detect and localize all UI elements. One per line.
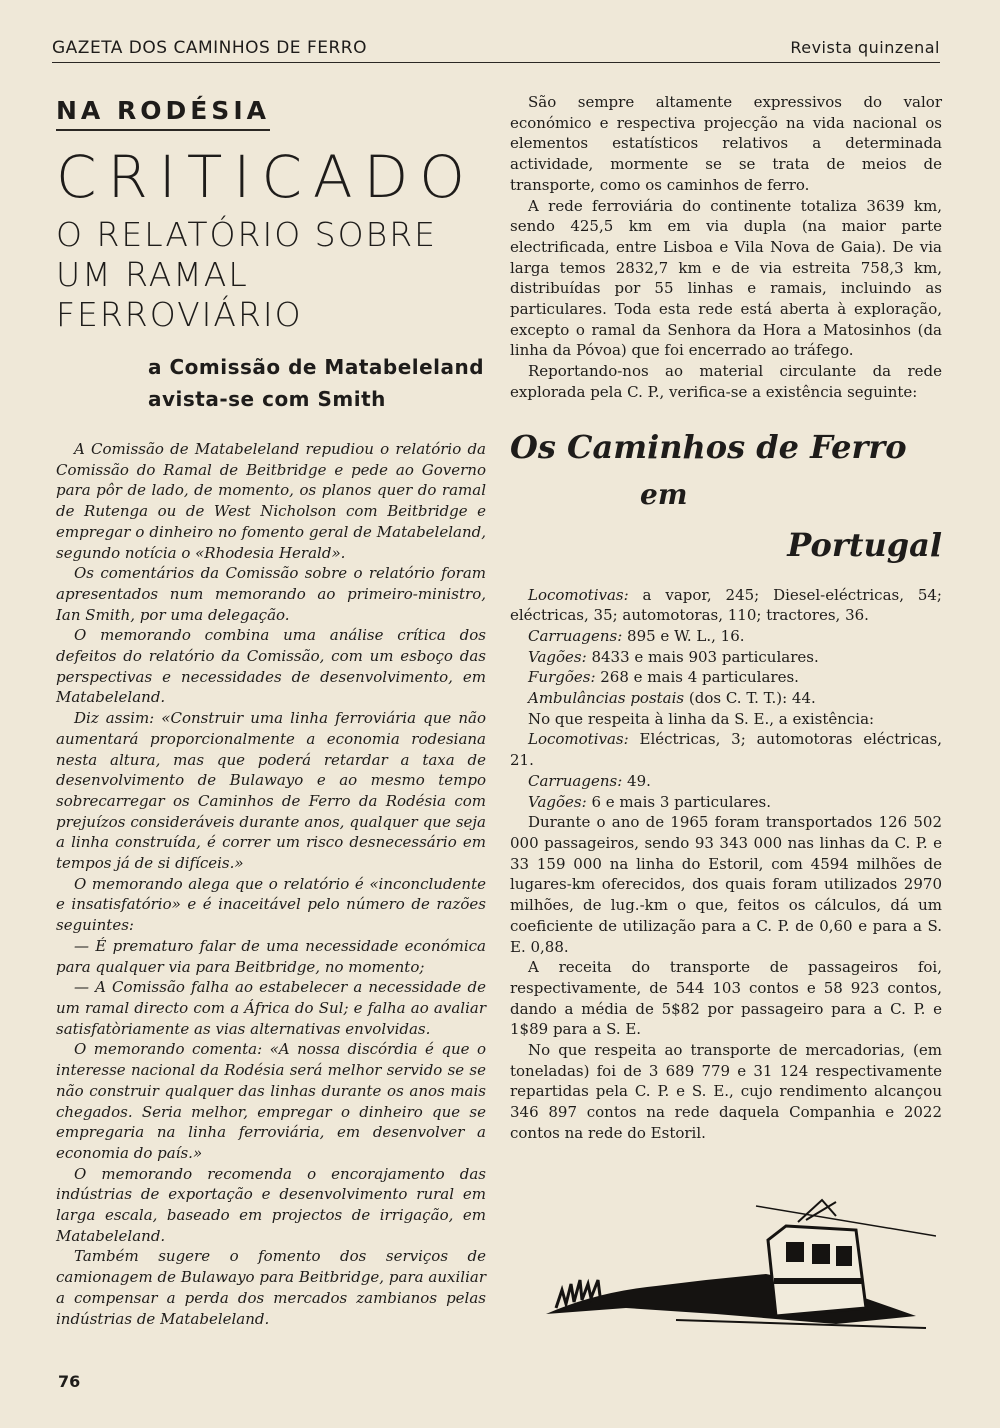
stat-item — [510, 709, 942, 730]
stat-label: Furgões: — [528, 668, 596, 687]
left-column-article — [56, 92, 486, 1329]
stat-item — [510, 667, 942, 688]
stat-value: a vapor, 245; Diesel-eléctricas, 54; eléctricas, 35; automotoras, 110; tractores, 36. — [510, 585, 942, 625]
stat-value: (dos C. T. T.): 44. — [684, 689, 816, 708]
body-paragraph: O memorando alega que o relatório é «inconcludente e insatisfatório» e é inaceitável pelo número de razões seguintes: — [56, 874, 486, 935]
rolling-stock-list — [510, 585, 942, 1144]
feature-title-line: em — [640, 477, 688, 511]
stat-label: Vagões: — [528, 647, 587, 666]
stat-item — [510, 688, 942, 709]
feature-title-line: Os Caminhos de Ferro — [510, 427, 907, 466]
deck-line: avista-se com Smith — [148, 387, 386, 411]
stat-value: 268 e mais 4 particulares. — [595, 668, 799, 687]
stat-value: 6 e mais 3 particulares. — [586, 792, 771, 811]
stat-label: Vagões: — [528, 792, 587, 811]
body-paragraph: A receita do transporte de passageiros foi, respectivamente, de 544 103 contos e 58 923 contos, dando a média de 5$82 por passageiro para a C. P. e 1$89 para a S. E. — [510, 958, 942, 1039]
subhead-line: UM RAMAL FERROVIÁRIO — [56, 255, 303, 334]
body-paragraph: No que respeita ao transporte de mercadorias, (em toneladas) foi de 3 689 779 e 31 124 respectivamente repartidas pela C. P. e S. E., cujo rendimento alcançou 346 897 contos na rede daquela Companhia e 2022 contos na rede do Estoril. — [510, 1041, 942, 1142]
body-paragraph: São sempre altamente expressivos do valor económico e respectiva projecção na vida nacional os elementos estatísticos relativos a determinada actividade, mormente se se trata de meios de transporte, como os caminhos de ferro. — [510, 93, 942, 194]
train-illustration — [536, 1196, 936, 1336]
periodicity-label: Revista quinzenal — [790, 38, 940, 57]
stat-value: 8433 e mais 903 particulares. — [586, 647, 819, 666]
article-body — [56, 439, 486, 1329]
stat-value: No que respeita à linha da S. E., a existência: — [528, 709, 875, 728]
feature-title-line: Portugal — [787, 525, 942, 564]
body-paragraph: — A Comissão falha ao estabelecer a necessidade de um ramal directo com a África do Sul; e falha ao avaliar satisfatòriamente as vias alternativas envolvidas. — [56, 978, 486, 1038]
locomotive-stripe — [774, 1278, 862, 1284]
deck-line: a Comissão de Matabeleland — [148, 355, 485, 379]
body-paragraph: A rede ferroviária do continente totaliza 3639 km, sendo 425,5 km em via dupla (na maior parte electrificada, entre Lisboa e Vila Nova de Gaia). De via larga temos 2832,7 km e de via estreita 758,3 km, distribuídas por 55 linhas e ramais, incluindo as particulares. Toda esta rede está aberta à exploração, excepto o ramal da Senhora da Hora a Matosinhos (da linha da Póvoa) que foi encerrado ao tráfego. — [510, 196, 942, 360]
stat-label: Locomotivas: — [528, 730, 629, 749]
stat-value: Eléctricas, 3; automotoras eléctricas, 21. — [510, 730, 942, 770]
stat-label: Carruagens: — [528, 771, 623, 790]
publication-title: GAZETA DOS CAMINHOS DE FERRO — [52, 38, 367, 58]
article-headline: CRITICADO — [56, 143, 476, 211]
stat-item — [510, 647, 942, 668]
page-header — [52, 36, 940, 63]
body-paragraph: O memorando recomenda o encorajamento das indústrias de exportação e desenvolvimento rural em larga escala, baseado em projectos de irrigação, em Matabeleland. — [56, 1164, 486, 1245]
article-subhead — [56, 215, 486, 335]
article-kicker: NA RODÉSIA — [56, 96, 270, 131]
stat-value: 895 e W. L., 16. — [622, 626, 745, 645]
body-paragraph: Também sugere o fomento dos serviços de camionagem de Bulawayo para Beitbridge, para auxiliar a compensar a perda dos mercados zambianos pelas indústrias de Matabeleland. — [56, 1247, 486, 1328]
body-paragraph: — É prematuro falar de uma necessidade económica para qualquer via para Beitbridge, no momento; — [56, 936, 486, 976]
feature-title — [510, 425, 942, 569]
body-paragraph: O memorando comenta: «A nossa discórdia é que o interesse nacional da Rodésia será melhor servido se se não construir qualquer das linhas durante os anos mais chegados. Seria melhor, empregar o dinheiro que se empregaria na linha ferroviária, em desenvolver a economia do país.» — [56, 1040, 486, 1162]
stat-item — [510, 729, 942, 770]
article-deck — [148, 351, 486, 415]
locomotive-body — [768, 1226, 866, 1316]
stat-item — [510, 626, 942, 647]
locomotive-window — [786, 1242, 804, 1262]
stat-item — [510, 771, 942, 792]
body-paragraph: Reportando-nos ao material circulante da rede explorada pela C. P., verifica-se a existência seguinte: — [510, 362, 942, 401]
body-paragraph: A Comissão de Matabeleland repudiou o relatório da Comissão do Ramal de Beitbridge e pede ao Governo para pôr de lado, de momento, os planos quer do ramal de Rutenga ou de West Nicholson com Beitbridge e empregar o dinheiro no fomento geral de Matabeleland, segundo notícia o «Rhodesia Herald». — [56, 440, 486, 562]
body-paragraph: Diz assim: «Construir uma linha ferroviária que não aumentará proporcionalmente a economia rodesiana nesta altura, mas que poderá retardar a taxa de desenvolvimento de Bulawayo e ao mesmo tempo sobrecarregar os Caminhos de Ferro da Rodésia com prejuízos consideráveis durante anos, qualquer que seja a linha construída, é correr um risco desnecessário em tempos já de si difíceis.» — [56, 709, 486, 873]
body-paragraph: Os comentários da Comissão sobre o relatório foram apresentados num memorando ao primeiro-ministro, Ian Smith, por uma delegação. — [56, 564, 486, 624]
track-line — [676, 1320, 926, 1328]
stat-label: Locomotivas: — [528, 585, 629, 604]
stat-item — [510, 792, 942, 813]
stat-label: Carruagens: — [528, 626, 623, 645]
locomotive-window — [812, 1244, 830, 1264]
right-column-article — [510, 92, 942, 1144]
body-paragraph: O memorando combina uma análise crítica dos defeitos do relatório da Comissão, com um esboço das perspectivas e necessidades de desenvolvimento, em Matabeleland. — [56, 626, 486, 707]
stat-item — [510, 585, 942, 626]
page-number: 76 — [58, 1372, 81, 1391]
body-paragraph: Durante o ano de 1965 foram transportados 126 502 000 passageiros, sendo 93 343 000 nas linhas da C. P. e 33 159 000 na linha do Estoril, com 4594 milhões de lugares-km oferecidos, dos quais foram utilizados 2970 milhões, de lug.-km o que, feitos os cálculos, dá um coeficiente de utilização para a C. P. de 0,60 e para a S. E. 0,88. — [510, 813, 942, 956]
subhead-line: O RELATÓRIO SOBRE — [56, 215, 437, 254]
intro-text — [510, 92, 942, 403]
stat-value: 49. — [622, 771, 651, 790]
locomotive-window — [836, 1246, 852, 1266]
stat-label: Ambulâncias postais — [528, 689, 685, 708]
